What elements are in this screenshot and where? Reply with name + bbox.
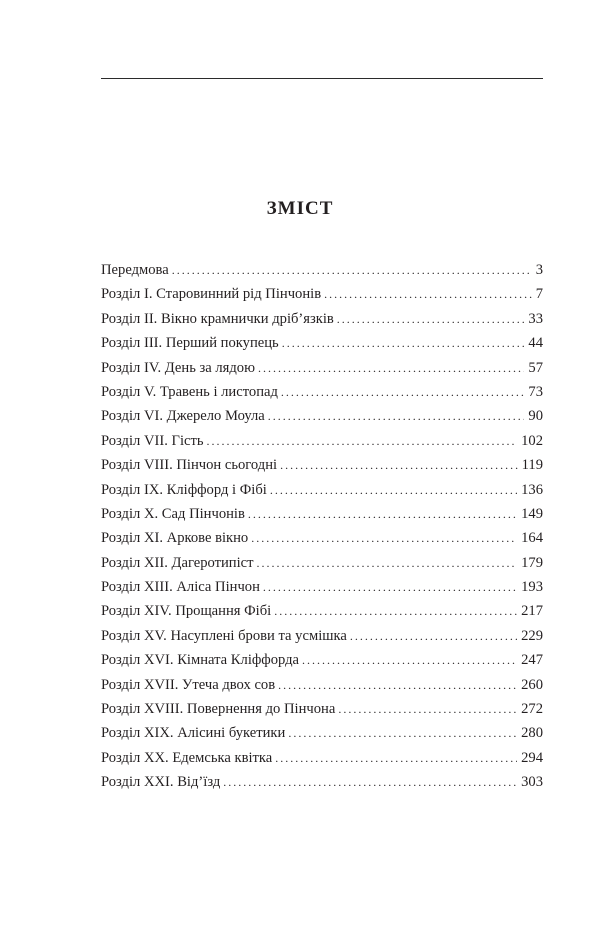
toc-entry (101, 697, 543, 721)
entry-page-number: 102 (521, 432, 543, 449)
toc-entry (101, 307, 543, 331)
entry-title: Розділ VI. Джерело Моула (101, 408, 265, 425)
dot-leader (257, 551, 518, 575)
toc-entry (101, 770, 543, 794)
dot-leader (280, 453, 518, 477)
entry-page-number: 44 (528, 335, 543, 352)
dot-leader (324, 282, 532, 306)
dot-leader (281, 380, 524, 404)
entry-title: Розділ XXI. Від’їзд (101, 774, 221, 791)
entry-page-number: 294 (521, 749, 543, 766)
entry-title: Розділ XIX. Алісині букетики (101, 725, 286, 742)
dot-leader (274, 599, 517, 623)
dot-leader (275, 746, 517, 770)
entry-page-number: 164 (521, 530, 543, 547)
entry-title: Розділ V. Травень і листопад (101, 383, 278, 400)
entry-page-number: 303 (521, 774, 543, 791)
entry-page-number: 272 (521, 701, 543, 718)
dot-leader (302, 648, 517, 672)
entry-title: Розділ XVIII. Повернення до Пінчона (101, 701, 336, 718)
entry-page-number: 90 (528, 408, 543, 425)
dot-leader (251, 526, 517, 550)
toc-entry (101, 599, 543, 623)
entry-title: Розділ XV. Насуплені брови та усмішка (101, 627, 347, 644)
dot-leader (223, 770, 517, 794)
header-rule (101, 78, 543, 79)
toc-entry (101, 575, 543, 599)
toc-entry (101, 502, 543, 526)
dot-leader (278, 673, 517, 697)
entry-title: Розділ XIII. Аліса Пінчон (101, 579, 260, 596)
entry-title: Розділ IX. Кліффорд і Фібі (101, 481, 267, 498)
entry-title: Розділ VIII. Пінчон сьогодні (101, 457, 278, 474)
entry-page-number: 179 (521, 554, 543, 571)
entry-page-number: 73 (528, 383, 543, 400)
toc-entry (101, 380, 543, 404)
toc-entry (101, 258, 543, 282)
dot-leader (270, 478, 517, 502)
entry-page-number: 136 (521, 481, 543, 498)
entry-page-number: 7 (535, 286, 543, 303)
toc-entry (101, 624, 543, 648)
toc-entry (101, 478, 543, 502)
entry-title: Розділ XVI. Кімната Кліффорда (101, 652, 300, 669)
toc-entry (101, 282, 543, 306)
entry-page-number: 280 (521, 725, 543, 742)
entry-title: Розділ XIV. Прощання Фібі (101, 603, 272, 620)
entry-title: Розділ III. Перший покупець (101, 335, 279, 352)
toc-entry (101, 526, 543, 550)
entry-title: Розділ IV. День за лядою (101, 359, 256, 376)
dot-leader (268, 404, 525, 428)
toc-entry (101, 746, 543, 770)
entry-page-number: 119 (521, 457, 543, 474)
entry-title: Розділ XX. Едемська квітка (101, 749, 273, 766)
toc-entry (101, 356, 543, 380)
entry-page-number: 217 (521, 603, 543, 620)
dot-leader (337, 307, 525, 331)
toc-heading: ЗМІСТ (266, 198, 334, 219)
entry-page-number: 33 (528, 310, 543, 327)
table-of-contents (101, 258, 543, 795)
entry-title: Розділ I. Старовинний рід Пінчонів (101, 286, 322, 303)
dot-leader (172, 258, 532, 282)
dot-leader (258, 356, 524, 380)
entry-title: Передмова (101, 262, 169, 278)
dot-leader (350, 624, 517, 648)
entry-page-number: 229 (521, 627, 543, 644)
dot-leader (288, 721, 517, 745)
entry-title: Розділ II. Вікно крамнички дріб’язків (101, 310, 334, 327)
toc-entry (101, 551, 543, 575)
entry-title: Розділ X. Сад Пінчонів (101, 505, 245, 522)
toc-entry (101, 673, 543, 697)
toc-entry (101, 331, 543, 355)
entry-title: Розділ XI. Аркове вікно (101, 530, 249, 547)
entry-page-number: 149 (521, 505, 543, 522)
entry-title: Розділ VII. Гість (101, 432, 204, 449)
toc-entry (101, 404, 543, 428)
dot-leader (248, 502, 517, 526)
entry-page-number: 3 (535, 262, 543, 278)
toc-entry (101, 648, 543, 672)
dot-leader (207, 429, 518, 453)
entry-page-number: 247 (521, 652, 543, 669)
entry-page-number: 260 (521, 676, 543, 693)
dot-leader (263, 575, 517, 599)
dot-leader (282, 331, 525, 355)
entry-page-number: 57 (528, 359, 543, 376)
toc-entry (101, 721, 543, 745)
toc-entry (101, 429, 543, 453)
entry-title: Розділ XII. Дагеротипіст (101, 554, 254, 571)
toc-entry (101, 453, 543, 477)
entry-title: Розділ XVII. Утеча двох сов (101, 676, 276, 693)
entry-page-number: 193 (521, 579, 543, 596)
dot-leader (338, 697, 517, 721)
